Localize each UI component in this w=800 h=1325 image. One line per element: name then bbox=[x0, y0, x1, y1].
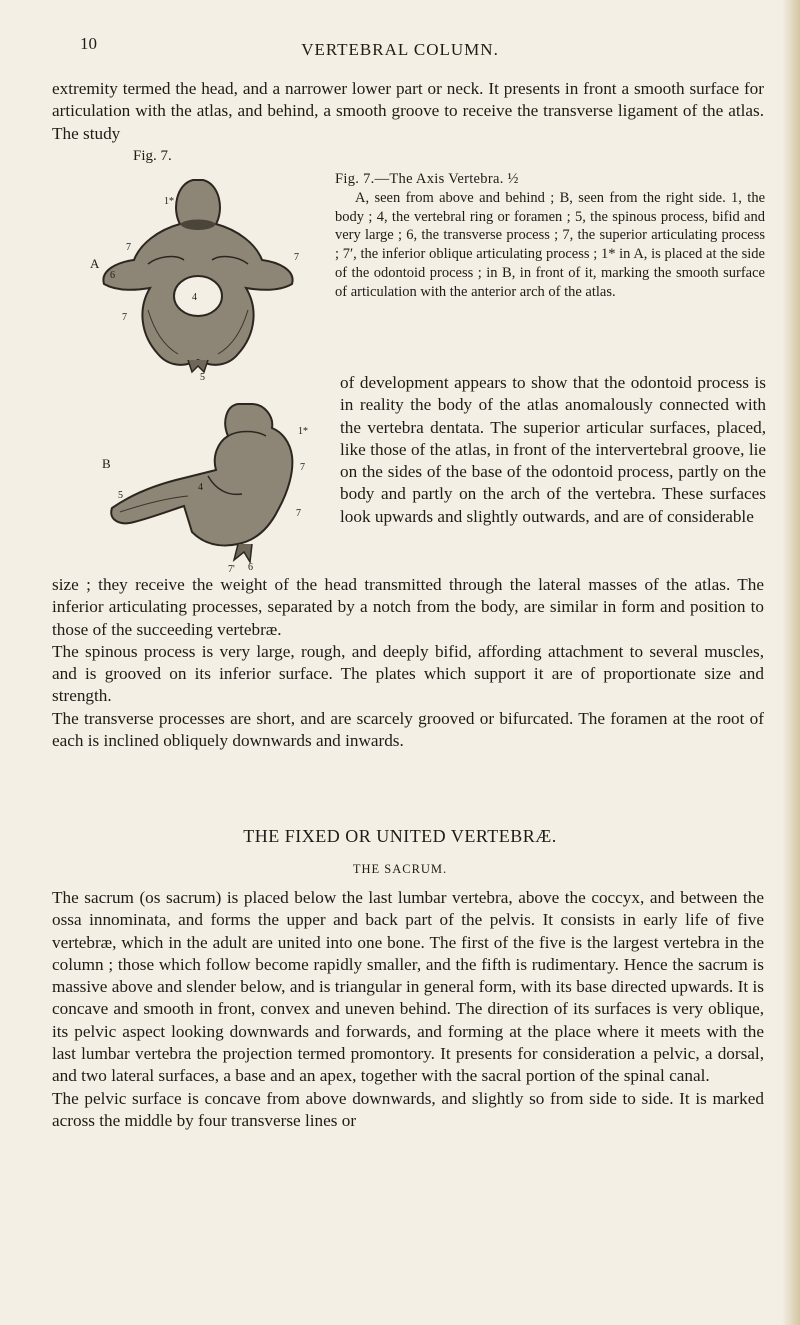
section-title: THE FIXED OR UNITED VERTEBRÆ. bbox=[243, 826, 557, 846]
subsection-title: THE SACRUM. bbox=[352, 862, 448, 876]
axis-vertebra-figure bbox=[88, 160, 316, 600]
page-header bbox=[0, 34, 800, 64]
paragraph-articular-size: size ; they receive the weight of the head transmitted through the lateral masses of the atlas. The inferior articulating processes, separated by a notch from the body, are similar in form and position to those of the succeeding vertebræ. bbox=[52, 575, 764, 639]
view-b-letter: B bbox=[102, 456, 111, 471]
paragraph-spinous: The spinous process is very large, rough, and deeply bifid, affording attachment to several muscles, and is grooved on its inferior surface. The plates which support it are of proportionate size and strength. bbox=[52, 641, 764, 706]
mark-a-7: 7 bbox=[294, 252, 299, 263]
figure-caption bbox=[335, 170, 765, 302]
mark-b-1: 1* bbox=[298, 426, 308, 437]
mark-b-4: 4 bbox=[198, 482, 203, 493]
mark-a-3: 4 bbox=[192, 292, 197, 303]
paragraph-development: of development appears to show that the odontoid process is in reality the body of the atlas anomalously connected with the vertebra dentata. The superior articular surfaces, placed, like those of the atlas, in front of the intervertebral groove, lie on the sides of the base of the odontoid process, partly on the body and partly on the arch of the vertebra. These surfaces look upwards and slightly outwards, and are of considerable bbox=[340, 373, 766, 526]
mark-a-5: 6 bbox=[110, 270, 115, 281]
figure-label: Fig. 7. bbox=[133, 148, 172, 164]
caption-title: Fig. 7.—The Axis Vertebra. ½ bbox=[335, 171, 519, 187]
paragraph-axis-head: extremity termed the head, and a narrower lower part or neck. It presents in front a smooth surface for articulation with the atlas, and behind, a smooth groove to receive the transverse ligament of the atlas. The study bbox=[52, 79, 764, 143]
mark-b-3: 5 bbox=[118, 490, 123, 501]
mark-b-2: 7 bbox=[300, 462, 305, 473]
mark-b-5: 7 bbox=[296, 508, 301, 519]
mark-a-2: 7 bbox=[126, 242, 131, 253]
paragraph-transverse: The transverse processes are short, and are scarcely grooved or bifurcated. The foramen at the root of each is inclined obliquely downwards and inwards. bbox=[52, 708, 764, 751]
axis-vertebra-illustration bbox=[88, 160, 316, 600]
mark-b-7: 7' bbox=[228, 564, 235, 575]
running-head: VERTEBRAL COLUMN. bbox=[301, 40, 499, 59]
mark-b-6: 6 bbox=[248, 562, 253, 573]
view-a-letter: A bbox=[90, 256, 100, 271]
mark-a-1: 1* bbox=[164, 196, 174, 207]
page-edge-shadow bbox=[782, 0, 800, 1325]
view-a-drawing bbox=[103, 180, 292, 372]
mark-a-6: 5 bbox=[200, 372, 205, 383]
mark-a-4: 7 bbox=[122, 312, 127, 323]
paragraph-pelvic-surface: The pelvic surface is concave from above downwards, and slightly so from side to side. It is marked across the middle by four transverse lines or bbox=[52, 1088, 764, 1130]
paragraph-sacrum: The sacrum (os sacrum) is placed below the last lumbar vertebra, above the coccyx, and between the ossa innominata, and forms the upper and back part of the pelvis. It consists in early life of five vertebræ, which in the adult are united into one bone. The first of the five is the largest vertebra in the column ; those which follow become rapidly smaller, and the fifth is rudimentary. Hence the sacrum is massive above and slender below, and is triangular in general form, with its base directed upwards. It is concave and smooth in front, convex and uneven behind. The direction of its surfaces is very oblique, its pelvic aspect looking downwards and forwards, and forming at the place where it meets with the last lumbar vertebra the projection termed promontory. It presents for consideration a pelvic, a dorsal, and two lateral surfaces, a base and an apex, together with the sacral portion of the spinal canal. bbox=[52, 888, 764, 1086]
page-number: 10 bbox=[80, 34, 97, 53]
text-block-sacrum bbox=[52, 887, 764, 1132]
caption-body: A, seen from above and behind ; B, seen from the right side. 1, the body ; 4, the vertebral ring or foramen ; 5, the spinous process, bifid and very large ; 6, the transverse process ; 7, the superior articulating process ; 7′, the inferior oblique articulating process ; 1* in A, is placed at the side of the odontoid process ; in B, in front of it, marking the smooth surface of articulation with the anterior arch of the atlas. bbox=[335, 189, 765, 300]
text-block-processes bbox=[52, 574, 764, 752]
